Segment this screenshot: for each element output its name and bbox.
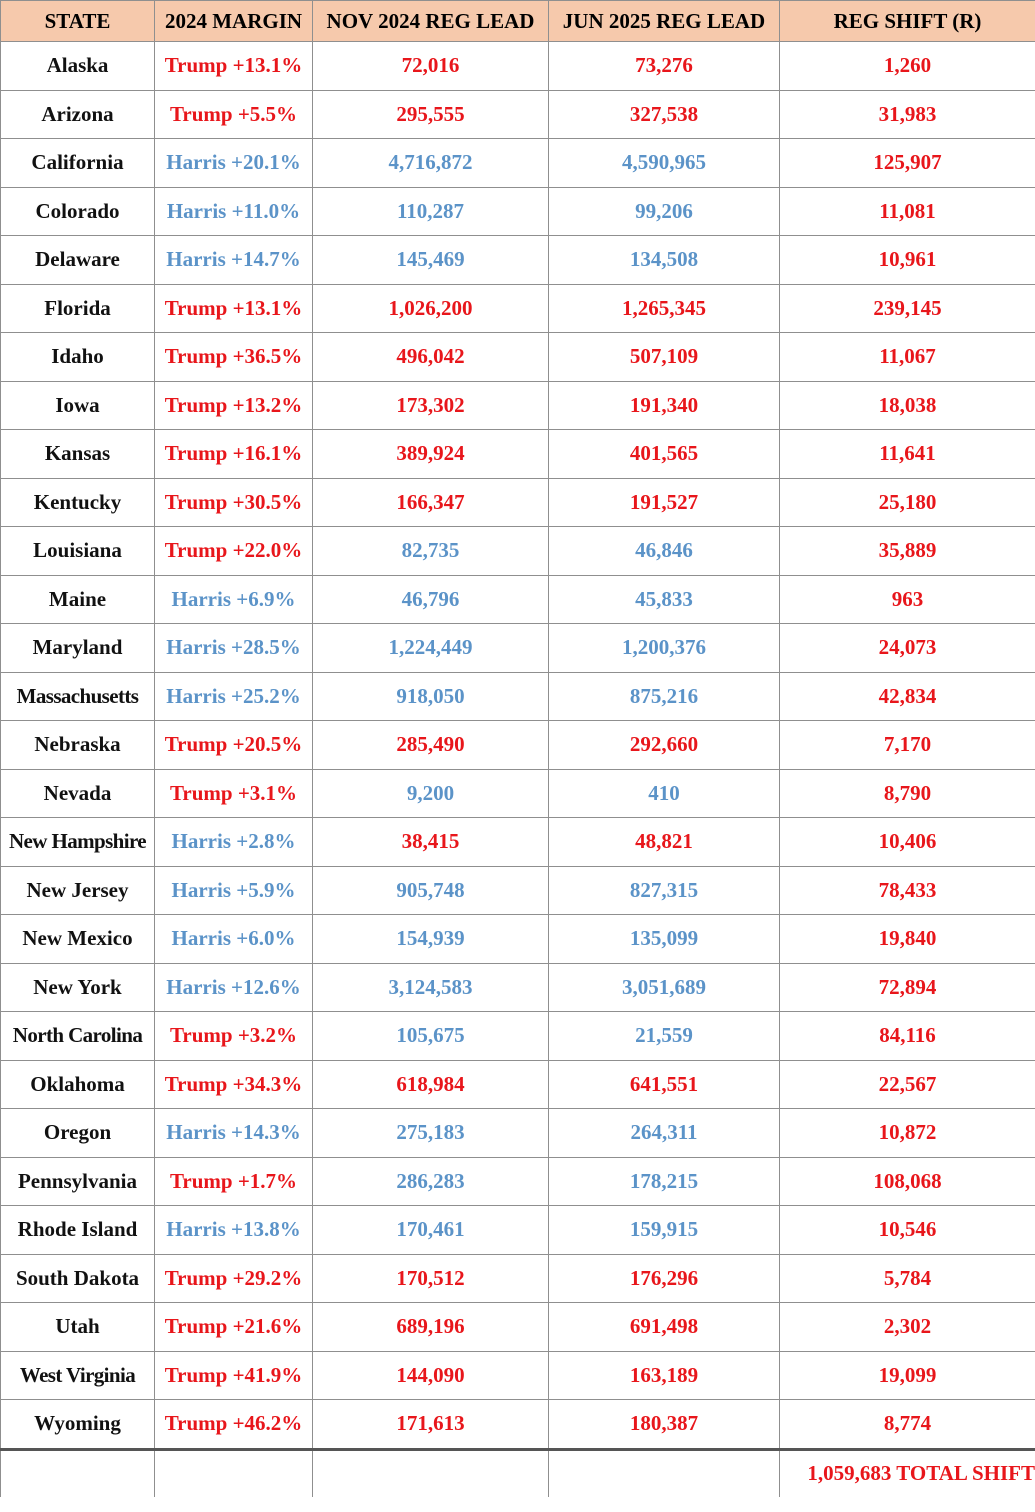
table-row	[1, 1254, 1035, 1303]
table-row	[1, 1012, 1035, 1061]
shift-cell: 19,840	[780, 915, 1035, 964]
nov-lead-cell: 1,026,200	[313, 284, 549, 333]
margin-cell: Harris +2.8%	[155, 818, 313, 867]
jun-lead-cell: 641,551	[549, 1060, 780, 1109]
table-row	[1, 333, 1035, 382]
nov-lead-cell: 72,016	[313, 42, 549, 91]
margin-cell: Trump +3.2%	[155, 1012, 313, 1061]
jun-lead-cell: 827,315	[549, 866, 780, 915]
shift-cell: 125,907	[780, 139, 1035, 188]
nov-lead-cell: 171,613	[313, 1400, 549, 1450]
jun-lead-cell: 507,109	[549, 333, 780, 382]
table-row	[1, 575, 1035, 624]
table-row	[1, 42, 1035, 91]
state-cell: Massachusetts	[1, 672, 155, 721]
table-row	[1, 381, 1035, 430]
shift-cell: 25,180	[780, 478, 1035, 527]
jun-lead-cell: 3,051,689	[549, 963, 780, 1012]
margin-cell: Harris +5.9%	[155, 866, 313, 915]
margin-cell: Harris +14.7%	[155, 236, 313, 285]
shift-cell: 1,260	[780, 42, 1035, 91]
jun-lead-cell: 73,276	[549, 42, 780, 91]
state-cell: Colorado	[1, 187, 155, 236]
margin-cell: Harris +14.3%	[155, 1109, 313, 1158]
jun-lead-cell: 99,206	[549, 187, 780, 236]
state-cell: Delaware	[1, 236, 155, 285]
shift-cell: 963	[780, 575, 1035, 624]
nov-lead-cell: 285,490	[313, 721, 549, 770]
nov-lead-cell: 144,090	[313, 1351, 549, 1400]
margin-cell: Harris +20.1%	[155, 139, 313, 188]
margin-cell: Trump +1.7%	[155, 1157, 313, 1206]
state-cell: Alaska	[1, 42, 155, 91]
margin-cell: Trump +13.1%	[155, 284, 313, 333]
jun-lead-cell: 191,340	[549, 381, 780, 430]
state-cell: New Mexico	[1, 915, 155, 964]
state-cell: Arizona	[1, 90, 155, 139]
state-cell: Louisiana	[1, 527, 155, 576]
table-row	[1, 1060, 1035, 1109]
nov-lead-cell: 9,200	[313, 769, 549, 818]
margin-cell: Trump +5.5%	[155, 90, 313, 139]
jun-lead-cell: 292,660	[549, 721, 780, 770]
table-row	[1, 1109, 1035, 1158]
header-margin: 2024 MARGIN	[155, 1, 313, 42]
margin-cell: Trump +13.1%	[155, 42, 313, 91]
state-cell: Wyoming	[1, 1400, 155, 1450]
nov-lead-cell: 170,461	[313, 1206, 549, 1255]
state-cell: South Dakota	[1, 1254, 155, 1303]
nov-lead-cell: 905,748	[313, 866, 549, 915]
table-body	[1, 42, 1035, 1450]
nov-lead-cell: 496,042	[313, 333, 549, 382]
jun-lead-cell: 875,216	[549, 672, 780, 721]
shift-cell: 42,834	[780, 672, 1035, 721]
margin-cell: Harris +25.2%	[155, 672, 313, 721]
shift-cell: 239,145	[780, 284, 1035, 333]
state-cell: Florida	[1, 284, 155, 333]
jun-lead-cell: 45,833	[549, 575, 780, 624]
shift-cell: 2,302	[780, 1303, 1035, 1352]
state-cell: Rhode Island	[1, 1206, 155, 1255]
header-nov-lead: NOV 2024 REG LEAD	[313, 1, 549, 42]
jun-lead-cell: 410	[549, 769, 780, 818]
table-row	[1, 721, 1035, 770]
footer-empty-cell	[1, 1449, 155, 1497]
footer-empty-cell	[155, 1449, 313, 1497]
shift-cell: 10,406	[780, 818, 1035, 867]
table-row	[1, 430, 1035, 479]
table-row	[1, 963, 1035, 1012]
table-row	[1, 915, 1035, 964]
state-cell: Nevada	[1, 769, 155, 818]
jun-lead-cell: 159,915	[549, 1206, 780, 1255]
table-row	[1, 236, 1035, 285]
nov-lead-cell: 286,283	[313, 1157, 549, 1206]
table-row	[1, 527, 1035, 576]
nov-lead-cell: 145,469	[313, 236, 549, 285]
nov-lead-cell: 166,347	[313, 478, 549, 527]
shift-cell: 72,894	[780, 963, 1035, 1012]
nov-lead-cell: 110,287	[313, 187, 549, 236]
margin-cell: Trump +21.6%	[155, 1303, 313, 1352]
jun-lead-cell: 1,265,345	[549, 284, 780, 333]
shift-cell: 35,889	[780, 527, 1035, 576]
total-shift: 1,059,683 TOTAL SHIFT	[780, 1449, 1035, 1497]
total-row	[1, 1449, 1035, 1497]
shift-cell: 7,170	[780, 721, 1035, 770]
shift-cell: 18,038	[780, 381, 1035, 430]
margin-cell: Trump +46.2%	[155, 1400, 313, 1450]
margin-cell: Harris +6.0%	[155, 915, 313, 964]
table-row	[1, 866, 1035, 915]
shift-cell: 22,567	[780, 1060, 1035, 1109]
table-footer	[1, 1449, 1035, 1497]
jun-lead-cell: 134,508	[549, 236, 780, 285]
shift-cell: 10,872	[780, 1109, 1035, 1158]
margin-cell: Trump +29.2%	[155, 1254, 313, 1303]
footer-empty-cell	[313, 1449, 549, 1497]
margin-cell: Harris +6.9%	[155, 575, 313, 624]
jun-lead-cell: 401,565	[549, 430, 780, 479]
nov-lead-cell: 389,924	[313, 430, 549, 479]
state-cell: New Jersey	[1, 866, 155, 915]
table-row	[1, 1351, 1035, 1400]
margin-cell: Harris +11.0%	[155, 187, 313, 236]
jun-lead-cell: 691,498	[549, 1303, 780, 1352]
shift-cell: 11,081	[780, 187, 1035, 236]
nov-lead-cell: 1,224,449	[313, 624, 549, 673]
state-cell: Kentucky	[1, 478, 155, 527]
jun-lead-cell: 178,215	[549, 1157, 780, 1206]
table-row	[1, 284, 1035, 333]
shift-cell: 11,067	[780, 333, 1035, 382]
header-jun-lead: JUN 2025 REG LEAD	[549, 1, 780, 42]
jun-lead-cell: 191,527	[549, 478, 780, 527]
table-header	[1, 1, 1035, 42]
header-row	[1, 1, 1035, 42]
footer-empty-cell	[549, 1449, 780, 1497]
nov-lead-cell: 38,415	[313, 818, 549, 867]
state-cell: New York	[1, 963, 155, 1012]
margin-cell: Trump +36.5%	[155, 333, 313, 382]
margin-cell: Trump +16.1%	[155, 430, 313, 479]
table-row	[1, 1206, 1035, 1255]
table-row	[1, 818, 1035, 867]
margin-cell: Harris +13.8%	[155, 1206, 313, 1255]
header-reg-shift: REG SHIFT (R)	[780, 1, 1035, 42]
state-cell: Nebraska	[1, 721, 155, 770]
nov-lead-cell: 4,716,872	[313, 139, 549, 188]
table-row	[1, 624, 1035, 673]
nov-lead-cell: 618,984	[313, 1060, 549, 1109]
shift-cell: 10,961	[780, 236, 1035, 285]
jun-lead-cell: 163,189	[549, 1351, 780, 1400]
table-row	[1, 90, 1035, 139]
jun-lead-cell: 327,538	[549, 90, 780, 139]
table-row	[1, 1303, 1035, 1352]
jun-lead-cell: 135,099	[549, 915, 780, 964]
nov-lead-cell: 82,735	[313, 527, 549, 576]
state-cell: Idaho	[1, 333, 155, 382]
table-row	[1, 672, 1035, 721]
jun-lead-cell: 264,311	[549, 1109, 780, 1158]
jun-lead-cell: 176,296	[549, 1254, 780, 1303]
jun-lead-cell: 48,821	[549, 818, 780, 867]
shift-cell: 8,774	[780, 1400, 1035, 1450]
margin-cell: Trump +3.1%	[155, 769, 313, 818]
shift-cell: 19,099	[780, 1351, 1035, 1400]
shift-cell: 84,116	[780, 1012, 1035, 1061]
state-cell: West Virginia	[1, 1351, 155, 1400]
state-cell: North Carolina	[1, 1012, 155, 1061]
shift-cell: 11,641	[780, 430, 1035, 479]
margin-cell: Harris +12.6%	[155, 963, 313, 1012]
state-cell: New Hampshire	[1, 818, 155, 867]
state-cell: Pennsylvania	[1, 1157, 155, 1206]
nov-lead-cell: 173,302	[313, 381, 549, 430]
state-cell: Maine	[1, 575, 155, 624]
jun-lead-cell: 21,559	[549, 1012, 780, 1061]
margin-cell: Trump +41.9%	[155, 1351, 313, 1400]
state-cell: Kansas	[1, 430, 155, 479]
state-cell: California	[1, 139, 155, 188]
state-cell: Iowa	[1, 381, 155, 430]
shift-cell: 24,073	[780, 624, 1035, 673]
nov-lead-cell: 3,124,583	[313, 963, 549, 1012]
shift-cell: 108,068	[780, 1157, 1035, 1206]
margin-cell: Trump +22.0%	[155, 527, 313, 576]
shift-cell: 5,784	[780, 1254, 1035, 1303]
table-row	[1, 1400, 1035, 1450]
margin-cell: Trump +20.5%	[155, 721, 313, 770]
nov-lead-cell: 46,796	[313, 575, 549, 624]
state-cell: Maryland	[1, 624, 155, 673]
nov-lead-cell: 295,555	[313, 90, 549, 139]
margin-cell: Trump +34.3%	[155, 1060, 313, 1109]
nov-lead-cell: 154,939	[313, 915, 549, 964]
table-row	[1, 187, 1035, 236]
nov-lead-cell: 275,183	[313, 1109, 549, 1158]
jun-lead-cell: 4,590,965	[549, 139, 780, 188]
margin-cell: Trump +30.5%	[155, 478, 313, 527]
shift-cell: 31,983	[780, 90, 1035, 139]
margin-cell: Harris +28.5%	[155, 624, 313, 673]
state-cell: Oklahoma	[1, 1060, 155, 1109]
header-state: STATE	[1, 1, 155, 42]
nov-lead-cell: 170,512	[313, 1254, 549, 1303]
state-cell: Oregon	[1, 1109, 155, 1158]
jun-lead-cell: 1,200,376	[549, 624, 780, 673]
jun-lead-cell: 180,387	[549, 1400, 780, 1450]
shift-cell: 10,546	[780, 1206, 1035, 1255]
margin-cell: Trump +13.2%	[155, 381, 313, 430]
shift-cell: 8,790	[780, 769, 1035, 818]
nov-lead-cell: 105,675	[313, 1012, 549, 1061]
table-row	[1, 1157, 1035, 1206]
table-row	[1, 769, 1035, 818]
table-row	[1, 478, 1035, 527]
shift-cell: 78,433	[780, 866, 1035, 915]
nov-lead-cell: 918,050	[313, 672, 549, 721]
nov-lead-cell: 689,196	[313, 1303, 549, 1352]
table-row	[1, 139, 1035, 188]
jun-lead-cell: 46,846	[549, 527, 780, 576]
state-cell: Utah	[1, 1303, 155, 1352]
